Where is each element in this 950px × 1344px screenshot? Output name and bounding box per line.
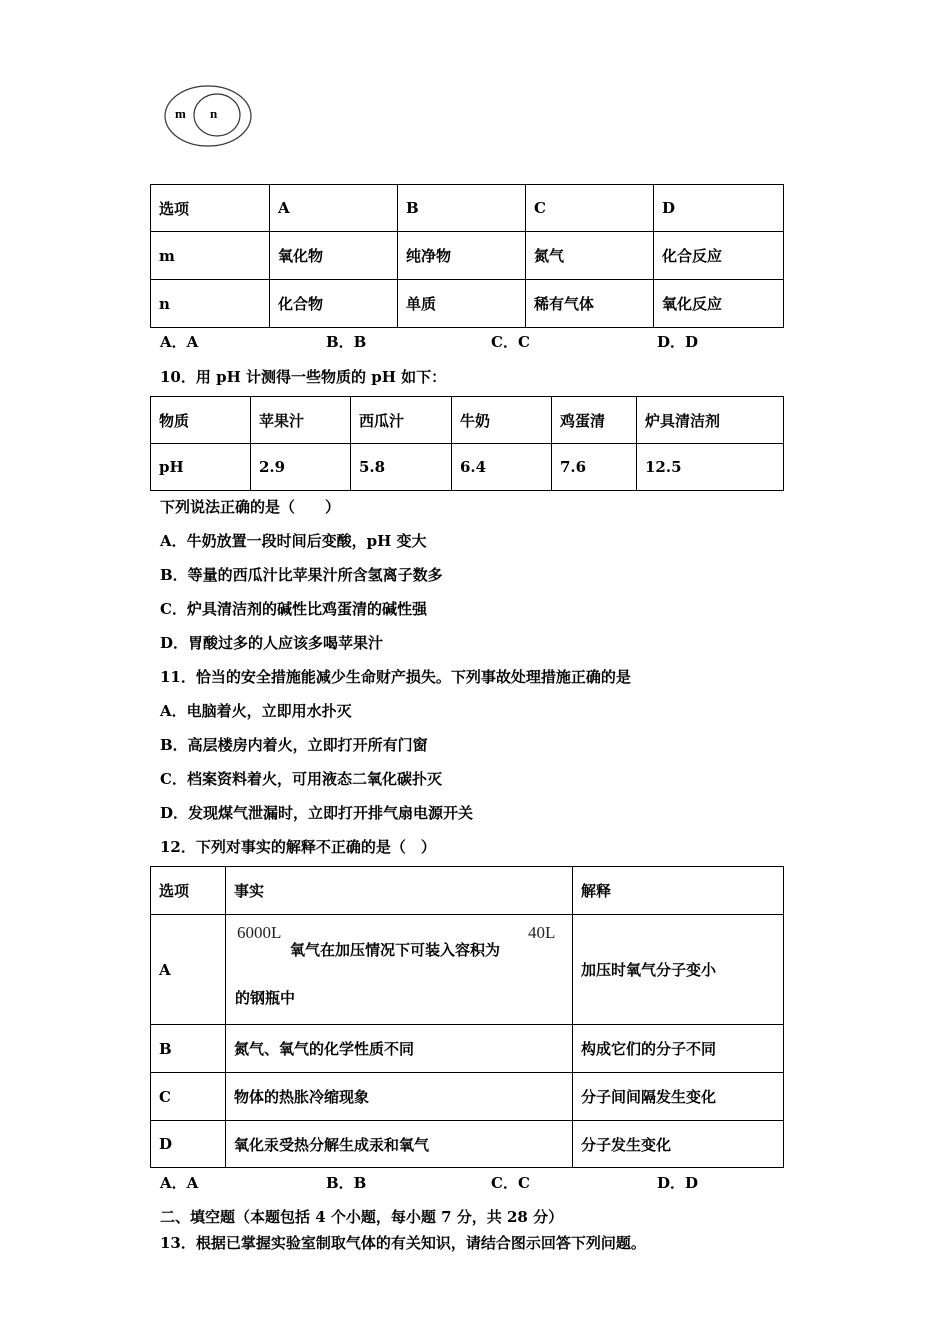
table-cell: 事实 — [226, 867, 573, 915]
table-cell: 加压时氧气分子变小 — [573, 915, 784, 1025]
section-heading: 二、填空题（本题包括 4 个小题，每小题 7 分，共 28 分） — [160, 1208, 564, 1226]
table-cell: 6.4 — [452, 444, 552, 491]
q12-stem: 12．下列对事实的解释不正确的是（ ） — [160, 838, 436, 856]
q10-question: 下列说法正确的是（ ） — [160, 498, 341, 516]
volume-6000: 6000L — [237, 923, 282, 942]
table-cell: 氧化反应 — [654, 280, 784, 328]
table-row — [151, 185, 784, 232]
q10-stem: 10．用 pH 计测得一些物质的 pH 如下： — [160, 368, 447, 386]
q11-option-d[interactable]: D．发现煤气泄漏时，立即打开排气扇电源开关 — [160, 804, 474, 822]
q10-option-c[interactable]: C．炉具清洁剂的碱性比鸡蛋清的碱性强 — [160, 600, 427, 618]
fact-cell-a — [226, 915, 573, 1025]
table-cell: 氧化汞受热分解生成汞和氧气 — [226, 1121, 573, 1168]
q9-option-d[interactable]: D．D — [657, 333, 699, 351]
table-row — [151, 397, 784, 444]
table-row — [151, 867, 784, 915]
table-cell: 西瓜汁 — [351, 397, 452, 444]
table-cell: pH — [151, 444, 251, 491]
table-cell: 氮气 — [526, 232, 654, 280]
table-cell: 解释 — [573, 867, 784, 915]
q12-table — [150, 866, 784, 1168]
table-cell: B — [151, 1025, 226, 1073]
table-cell: 12.5 — [637, 444, 784, 491]
table-row — [151, 232, 784, 280]
q11-option-b[interactable]: B．高层楼房内着火，立即打开所有门窗 — [160, 736, 428, 754]
q9-option-c[interactable]: C．C — [491, 333, 530, 351]
q9-table — [150, 184, 784, 328]
table-cell: m — [151, 232, 270, 280]
table-cell: D — [654, 185, 784, 232]
table-cell: 单质 — [398, 280, 526, 328]
table-row — [151, 1121, 784, 1168]
table-row — [151, 915, 784, 1025]
q13-stem: 13．根据已掌握实验室制取气体的有关知识，请结合图示回答下列问题。 — [160, 1234, 646, 1252]
q9-option-b[interactable]: B．B — [326, 333, 367, 351]
table-row — [151, 280, 784, 328]
table-cell: C — [526, 185, 654, 232]
q11-option-a[interactable]: A．电脑着火，立即用水扑灭 — [160, 702, 352, 720]
table-cell: n — [151, 280, 270, 328]
table-cell: A — [151, 915, 226, 1025]
table-cell: 选项 — [151, 185, 270, 232]
table-cell: A — [270, 185, 398, 232]
table-cell: 鸡蛋清 — [552, 397, 637, 444]
table-cell: 7.6 — [552, 444, 637, 491]
table-row — [151, 1073, 784, 1121]
table-cell: 分子发生变化 — [573, 1121, 784, 1168]
q10-option-b[interactable]: B．等量的西瓜汁比苹果汁所含氢离子数多 — [160, 566, 443, 584]
table-cell: B — [398, 185, 526, 232]
fact-a-end: 的钢瓶中 — [235, 989, 296, 1007]
table-cell: 稀有气体 — [526, 280, 654, 328]
q12-option-b[interactable]: B．B — [326, 1174, 367, 1192]
q10-option-d[interactable]: D．胃酸过多的人应该多喝苹果汁 — [160, 634, 384, 652]
table-cell: 物体的热胀冷缩现象 — [226, 1073, 573, 1121]
table-cell: 选项 — [151, 867, 226, 915]
q10-option-a[interactable]: A．牛奶放置一段时间后变酸，pH 变大 — [160, 532, 427, 550]
table-cell: 牛奶 — [452, 397, 552, 444]
table-cell: 化合物 — [270, 280, 398, 328]
table-cell: 化合反应 — [654, 232, 784, 280]
q12-option-a[interactable]: A．A — [160, 1174, 199, 1192]
table-cell: C — [151, 1073, 226, 1121]
q12-option-c[interactable]: C．C — [491, 1174, 530, 1192]
venn-svg — [160, 84, 256, 148]
table-cell: 氮气、氧气的化学性质不同 — [226, 1025, 573, 1073]
table-cell: 构成它们的分子不同 — [573, 1025, 784, 1073]
q9-option-a[interactable]: A．A — [160, 333, 199, 351]
volume-40: 40L — [528, 923, 556, 942]
table-row — [151, 444, 784, 491]
table-cell: 氧化物 — [270, 232, 398, 280]
table-cell: 5.8 — [351, 444, 452, 491]
table-row — [151, 1025, 784, 1073]
q10-table — [150, 396, 784, 491]
table-cell: 分子间间隔发生变化 — [573, 1073, 784, 1121]
table-cell: D — [151, 1121, 226, 1168]
fact-a-middle: 氧气在加压情况下可装入容积为 — [290, 941, 501, 959]
q12-option-d[interactable]: D．D — [657, 1174, 699, 1192]
table-cell: 苹果汁 — [251, 397, 351, 444]
q11-option-c[interactable]: C．档案资料着火，可用液态二氧化碳扑灭 — [160, 770, 442, 788]
table-cell: 2.9 — [251, 444, 351, 491]
venn-inner-label: n — [210, 106, 218, 121]
table-cell: 物质 — [151, 397, 251, 444]
q11-stem: 11．恰当的安全措施能减少生命财产损失。下列事故处理措施正确的是 — [160, 668, 631, 686]
venn-diagram — [160, 84, 256, 148]
table-cell: 炉具清洁剂 — [637, 397, 784, 444]
venn-outer-label: m — [175, 106, 186, 121]
table-cell: 纯净物 — [398, 232, 526, 280]
